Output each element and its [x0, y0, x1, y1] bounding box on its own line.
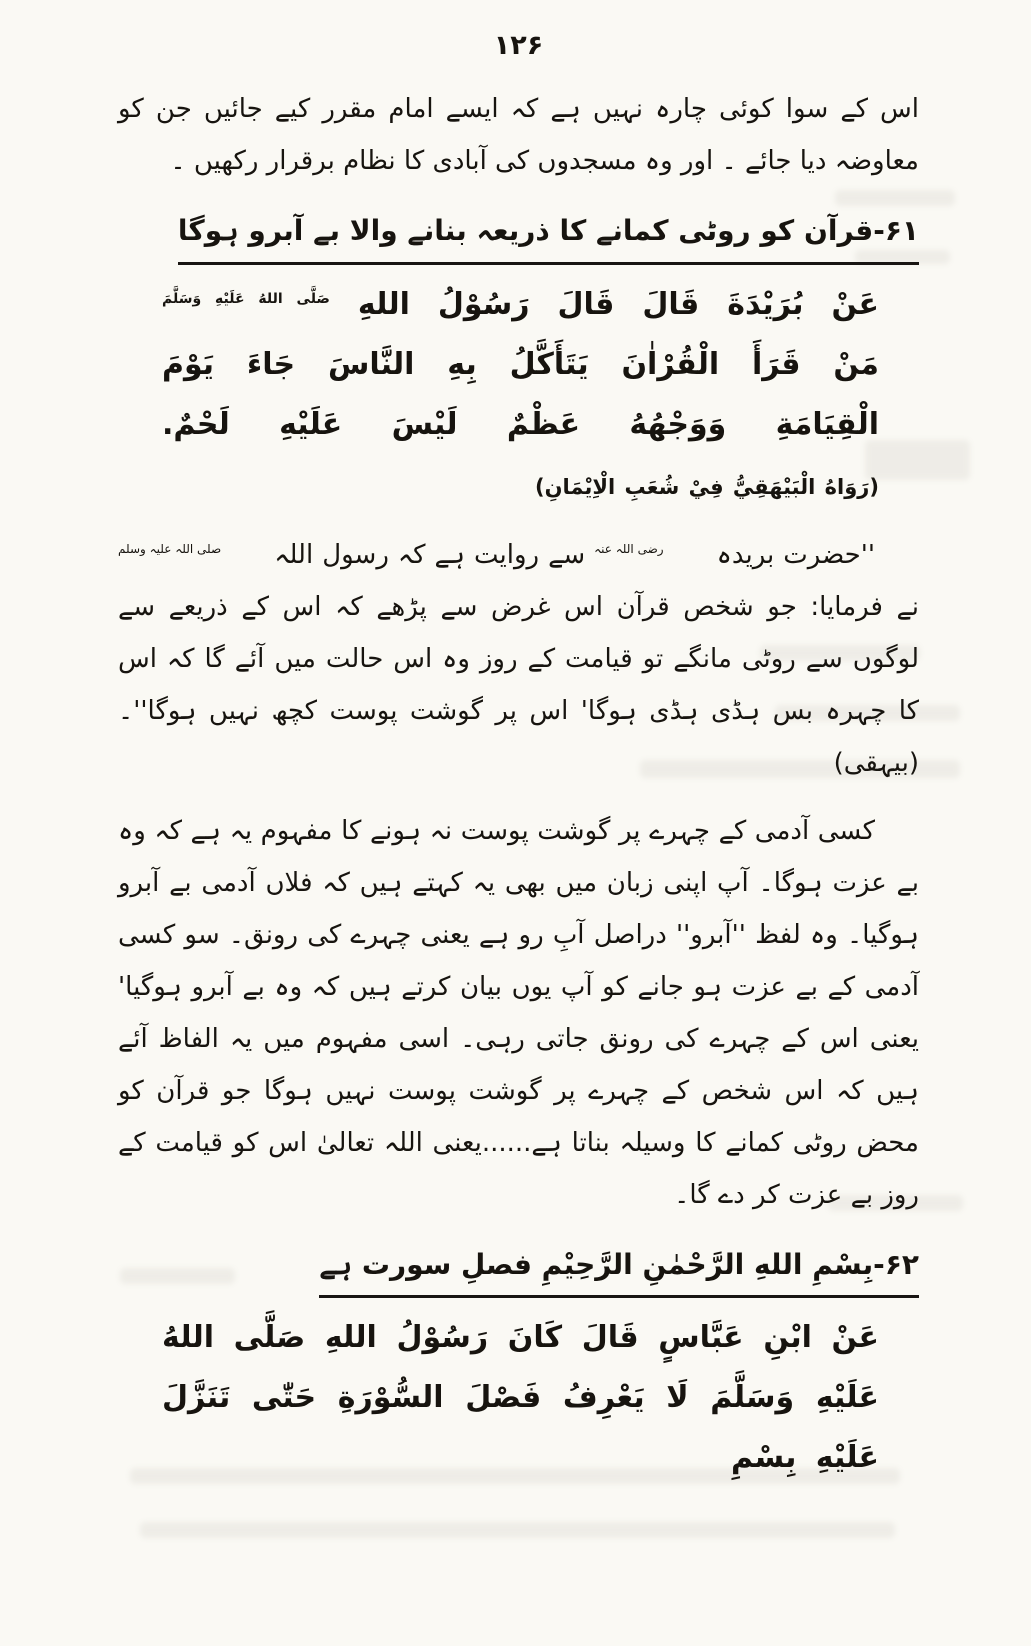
hadith-61-translation — [118, 529, 919, 789]
sallallahu-alayhi-wasallam-mark: صلی اللہ علیہ وسلم — [118, 541, 222, 556]
intro-sentence-1: اس کے سوا کوئی چارہ نہیں ہے کہ ایسے امام مقرر کیے جائیں جن کو معاوضہ دیا جائے ۔ — [118, 94, 919, 176]
hadith-61-part2: مَنْ قَرَأَ الْقُرْاٰنَ يَتَأَكَّلُ بِهِ النَّاسَ جَاءَ يَوْمَ الْقِيَامَةِ وَوَجْهُهُ عَظْمٌ لَيْسَ عَلَيْهِ لَحْمٌ. — [162, 346, 879, 442]
intro-sentence-2: اور وہ مسجدوں کی آبادی کا نظام برقرار رکھیں ۔ — [170, 146, 714, 176]
section-62-heading-text: ۶۲-بِسْمِ اللهِ الرَّحْمٰنِ الرَّحِيْمِ فصلِ سورت ہے — [319, 1241, 919, 1299]
intro-paragraph — [118, 83, 919, 187]
translation-part-3: نے فرمایا: جو شخص قرآن اس غرض سے پڑھے کہ اس کے ذریعے سے لوگوں سے روٹی مانگے تو قیامت کے روز وہ اس حالت میں آئے گا کہ اس کا چہرہ بس ہڈی ہڈی ہوگا' اس پر گوشت پوست کچھ نہیں ہوگا''۔ (بیہقی) — [118, 591, 919, 778]
bleedthrough-artifact — [140, 1522, 895, 1538]
hadith-61-source-reference: (رَوَاهُ الْبَيْهَقِيُّ فِيْ شُعَبِ الْاِيْمَانِ) — [535, 474, 879, 499]
commentary-paragraph: کسی آدمی کے چہرے پر گوشت پوست نہ ہونے کا مفہوم یہ ہے کہ وہ بے عزت ہوگا۔ آپ اپنی زبان میں بھی یہ کہتے ہیں کہ فلاں آدمی بے آبرو ہوگیا۔ وہ لفظ ''آبرو'' دراصل آبِ رو ہے یعنی چہرے کی رونق۔ سو کسی آدمی کے بے عزت ہو جانے کو آپ یوں بیان کرتے ہیں کہ وہ بے آبرو ہوگیا' یعنی اس کے چہرے کی رونق جاتی رہی۔ اسی مفہوم میں یہ الفاظ آئے ہیں کہ اس شخص کے چہرے پر گوشت پوست نہیں ہوگا جو قرآن کو محض روٹی کمانے کا وسیلہ بناتا ہے......یعنی اللہ تعالیٰ اس کو قیامت کے روز بے عزت کر دے گا۔ — [118, 815, 919, 1210]
radiallahu-anhu-mark: رضی اللہ عنہ — [594, 541, 664, 556]
page-number: ۱۲۶ — [493, 30, 544, 61]
translation-part-1: ''حضرت بریدہ — [716, 539, 876, 570]
translation-part-2: سے روایت ہے کہ رسول اللہ — [274, 539, 586, 570]
hadith-62-text: عَنْ ابْنِ عَبَّاسٍ قَالَ كَانَ رَسُوْلُ اللهِ صَلَّى اللهُ عَلَيْهِ وَسَلَّمَ لَا يَعْرِفُ فَصْلَ السُّوْرَةِ حَتّٰى تَنَزَّلَ عَلَيْهِ بِسْمِ — [162, 1320, 879, 1476]
section-62-heading — [118, 1241, 919, 1299]
sallallahu-alayhi-wasallam-mark: صَلَّى اللهُ عَلَيْهِ وَسَلَّمَ — [162, 290, 330, 307]
hadith-61-arabic — [162, 275, 879, 515]
hadith-61-part1: عَنْ بُرَيْدَةَ قَالَ قَالَ رَسُوْلُ اللهِ — [357, 286, 879, 322]
hadith-62-arabic — [162, 1308, 879, 1488]
section-61-heading — [118, 207, 919, 265]
section-61-heading-text: ۶۱-قرآن کو روٹی کمانے کا ذریعہ بنانے والا بے آبرو ہوگا — [178, 207, 919, 265]
